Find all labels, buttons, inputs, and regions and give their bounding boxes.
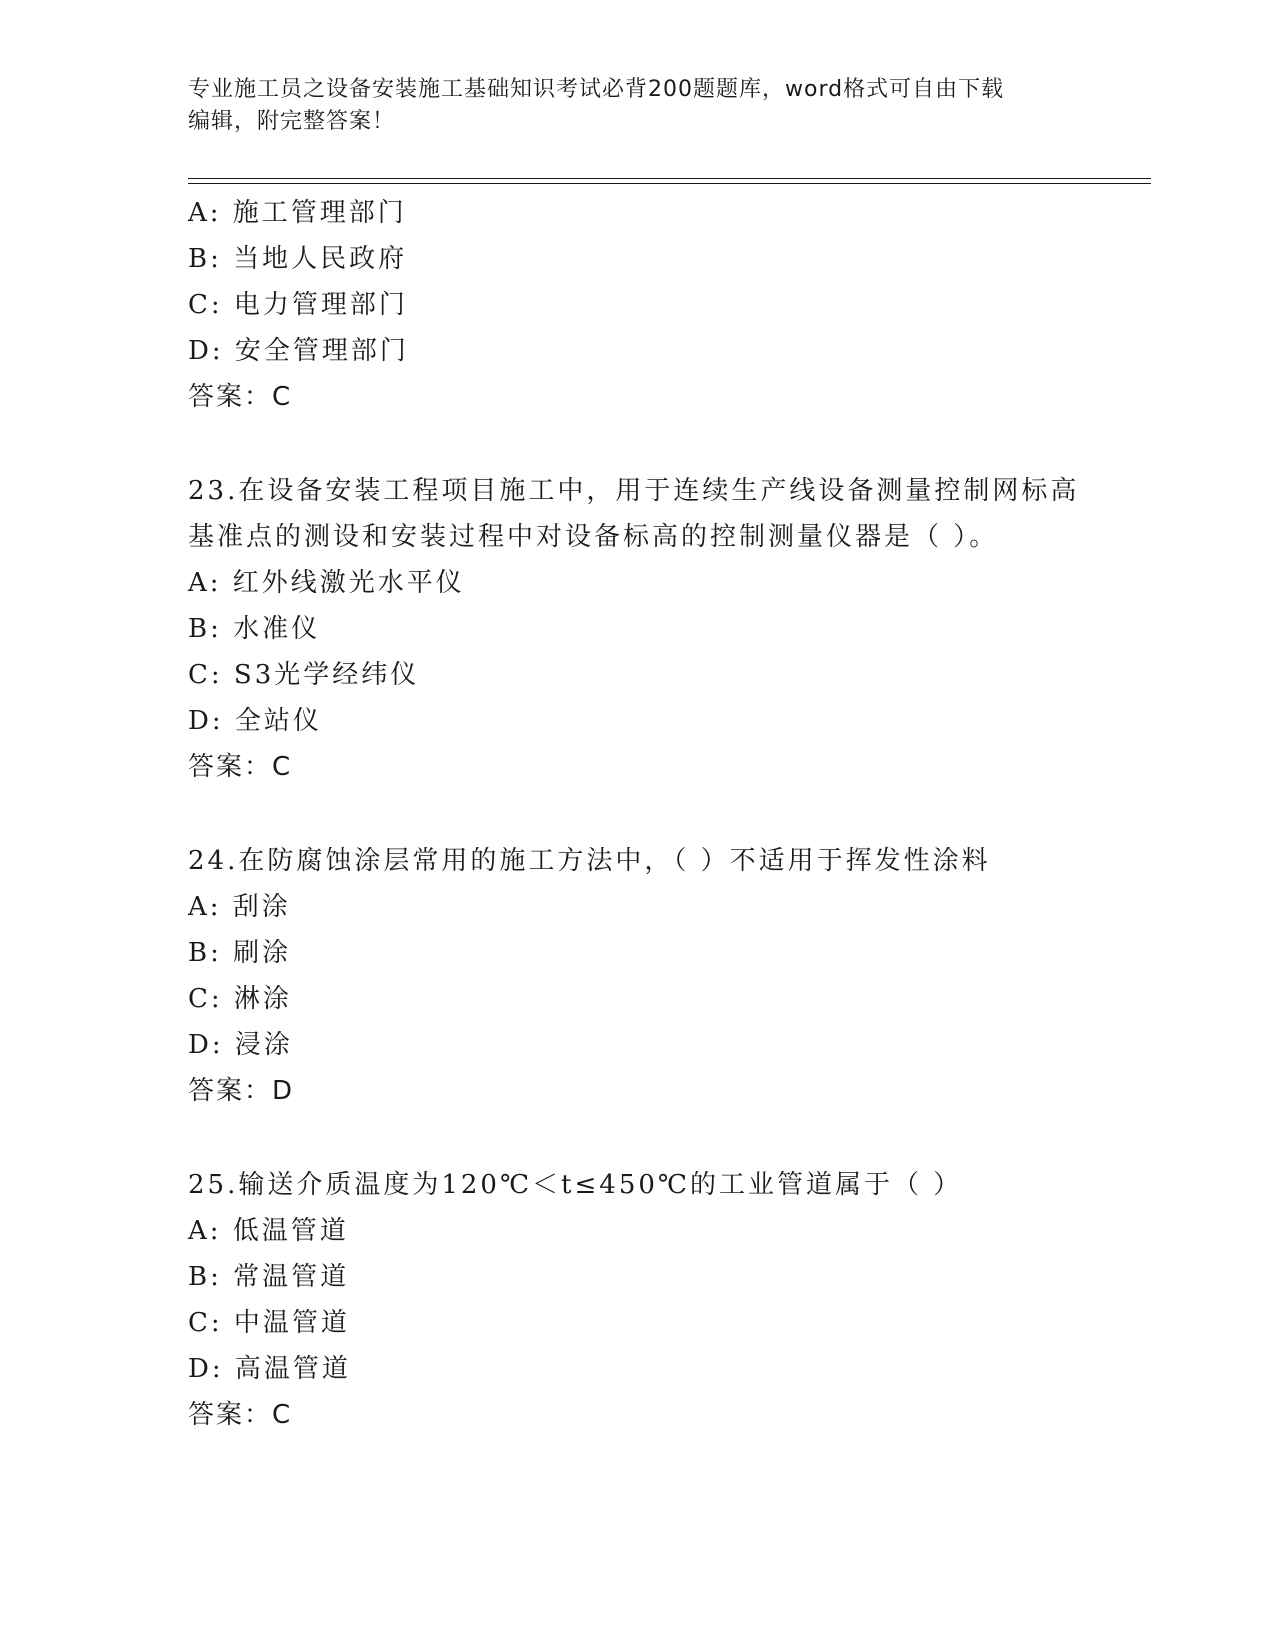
answer: 答案：C: [188, 1400, 293, 1430]
option-a: A: 低温管道: [188, 1216, 349, 1246]
question-24: [188, 838, 1151, 1114]
option-a: A: 刮涂: [188, 892, 291, 922]
option-b: B: 水准仪: [188, 614, 321, 644]
question-text-line-2: 基准点的测设和安装过程中对设备标高的控制测量仪器是（ ）。: [188, 522, 999, 552]
header-line-1: 专业施工员之设备安装施工基础知识考试必背200题题库，word格式可自由下载: [188, 77, 1005, 102]
question-23: [188, 468, 1151, 790]
option-c: C: 淋涂: [188, 984, 292, 1014]
option-d: D: 安全管理部门: [188, 336, 409, 366]
question-text-line-1: 25.输送介质温度为120℃＜t≤450℃的工业管道属于（ ）: [188, 1170, 963, 1200]
option-b: B: 常温管道: [188, 1262, 350, 1292]
answer: 答案：D: [188, 1076, 295, 1106]
question-list: [188, 190, 1151, 1438]
option-b: B: 当地人民政府: [188, 244, 408, 274]
header-divider-bottom: [188, 183, 1151, 184]
document-header: [188, 74, 1088, 138]
header-divider-top: [188, 178, 1151, 179]
answer: 答案：C: [188, 382, 293, 412]
option-b: B: 刷涂: [188, 938, 292, 968]
question-25: [188, 1162, 1151, 1438]
answer: 答案：C: [188, 752, 293, 782]
header-line-2: 编辑，附完整答案！: [188, 109, 396, 134]
option-a: A: 施工管理部门: [188, 198, 407, 228]
question-text-line-1: 23.在设备安装工程项目施工中，用于连续生产线设备测量控制网标高: [188, 476, 1080, 506]
question-22: [188, 190, 1151, 420]
option-d: D: 浸涂: [188, 1030, 293, 1060]
option-d: D: 全站仪: [188, 706, 322, 736]
question-text-line-1: 24.在防腐蚀涂层常用的施工方法中，（ ）不适用于挥发性涂料: [188, 846, 991, 876]
option-c: C: S3光学经纬仪: [188, 660, 420, 690]
option-c: C: 中温管道: [188, 1308, 350, 1338]
option-c: C: 电力管理部门: [188, 290, 408, 320]
option-d: D: 高温管道: [188, 1354, 351, 1384]
option-a: A: 红外线激光水平仪: [188, 568, 465, 598]
